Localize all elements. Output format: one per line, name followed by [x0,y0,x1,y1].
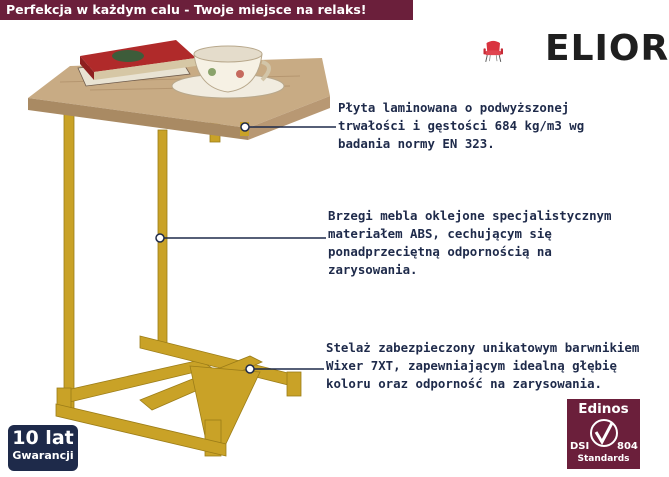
warranty-label: Gwarancji [12,449,74,462]
edinos-title: Edinos [578,401,629,417]
check-circle-icon [589,418,619,448]
gold-frame [56,108,301,456]
edinos-number: 804 [617,441,638,452]
edinos-badge [567,399,640,469]
brand-name: ELIOR [545,28,669,69]
top-banner: Perfekcja w każdym calu - Twoje miejsce na relaks! [0,0,413,20]
callout-lines [156,123,336,373]
feature-laminate: Płyta laminowana o podwyższonej trwałości i gęstości 684 kg/m3 wg badania normy EN 323. [338,100,585,151]
warranty-badge [8,425,78,471]
warranty-years: 10 lat [12,427,74,449]
edinos-standards: Standards [577,454,630,464]
edinos-dsi: DSI [570,441,590,452]
feature-abs-edges: Brzegi mebla oklejone specjalistycznym materiałem ABS, cechującym się ponadprzeciętną odpornością na zarysowania. [328,208,612,277]
feature-frame-coating: Stelaż zabezpieczony unikatowym barwnikiem Wixer 7XT, zapewniającym idealną głębię koloru oraz odporność na zarysowania. [326,340,640,391]
